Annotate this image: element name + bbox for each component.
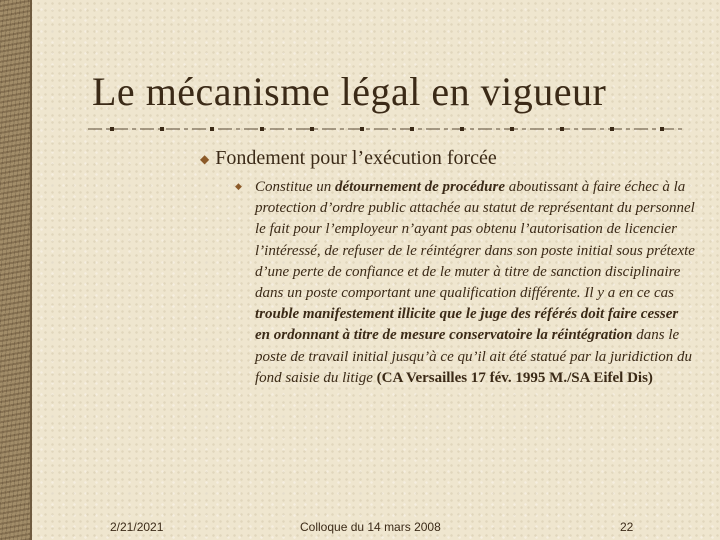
footer-center-text: Colloque du 14 mars 2008 <box>300 520 441 534</box>
slide-title: Le mécanisme légal en vigueur <box>92 69 607 114</box>
bullet-level1 <box>200 147 497 170</box>
bullet-level1-text: Fondement pour l’exécution forcée <box>215 147 497 169</box>
case-reference: (CA Versailles 17 fév. 1995 M./SA Eifel Dis) <box>376 369 653 386</box>
body-bold-2: trouble manifestement illicite que le juge des référés doit faire cesser en ordonnant à titre de mesure conservatoire la réintégration <box>255 306 679 344</box>
bullet-diamond-icon: ◆ <box>235 181 242 191</box>
slide-number: 22 <box>620 520 634 534</box>
body-bold-1: détournement de procédure <box>335 179 506 195</box>
body-text-3: dans le poste de travail initial jusqu’à ce qu’il ait été statué par la juridiction du fond saisie du litige <box>255 327 693 386</box>
body-text-2: aboutissant à faire échec à la protection d’ordre public attachée au statut de représentant du personnel le fait pour l’employeur n’ayant pas obtenu l’autorisation de licencier l’intéressé, de refuser de le réintégrer dans son poste initial sous prétexte d’une perte de confiance et de le muter à titre de sanction disciplinaire dans un poste comportant une qualification différente. Il y a en ce cas <box>255 179 695 302</box>
bullet-level2-paragraph <box>255 177 695 389</box>
footer-date: 2/21/2021 <box>110 520 164 534</box>
bullet-diamond-icon: ◆ <box>200 151 210 166</box>
title-divider <box>88 124 683 134</box>
body-text-1: Constitue un <box>255 179 336 195</box>
decorative-left-strip <box>0 0 32 540</box>
